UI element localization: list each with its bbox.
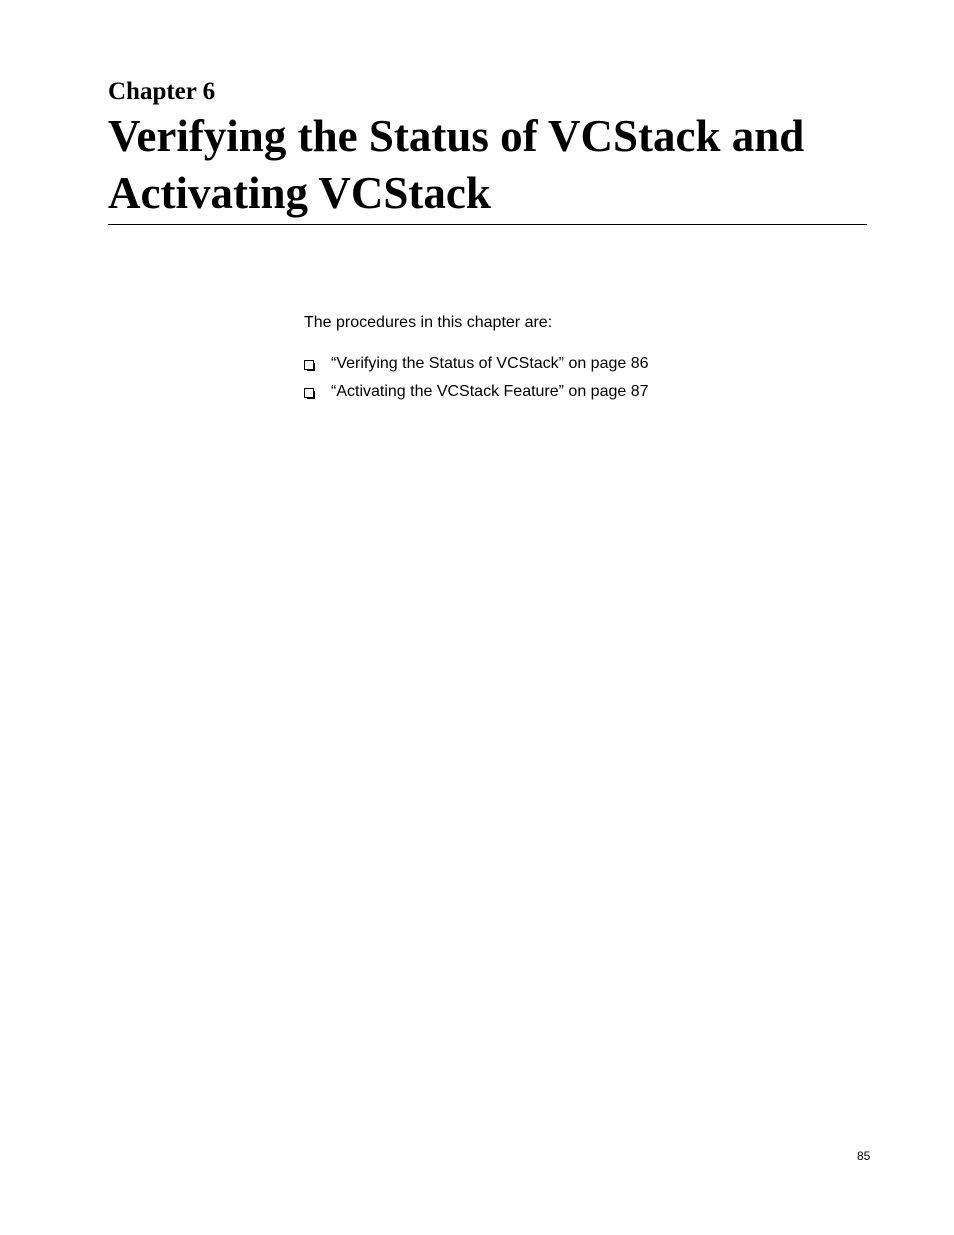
procedure-list	[304, 350, 649, 406]
chapter-label: Chapter 6	[108, 78, 216, 105]
checkbox-bullet-icon	[304, 388, 314, 398]
chapter-title: Verifying the Status of VCStack and Activating VCStack	[108, 111, 805, 218]
intro-text: The procedures in this chapter are:	[304, 314, 553, 331]
page-number: 85	[857, 1149, 871, 1163]
list-item	[304, 378, 649, 406]
procedure-link-activating-feature[interactable]: “Activating the VCStack Feature” on page 87	[331, 383, 649, 400]
list-item	[304, 350, 649, 378]
procedure-link-verifying-status[interactable]: “Verifying the Status of VCStack” on page 86	[331, 355, 649, 372]
title-divider	[108, 224, 867, 225]
checkbox-bullet-icon	[304, 360, 314, 370]
